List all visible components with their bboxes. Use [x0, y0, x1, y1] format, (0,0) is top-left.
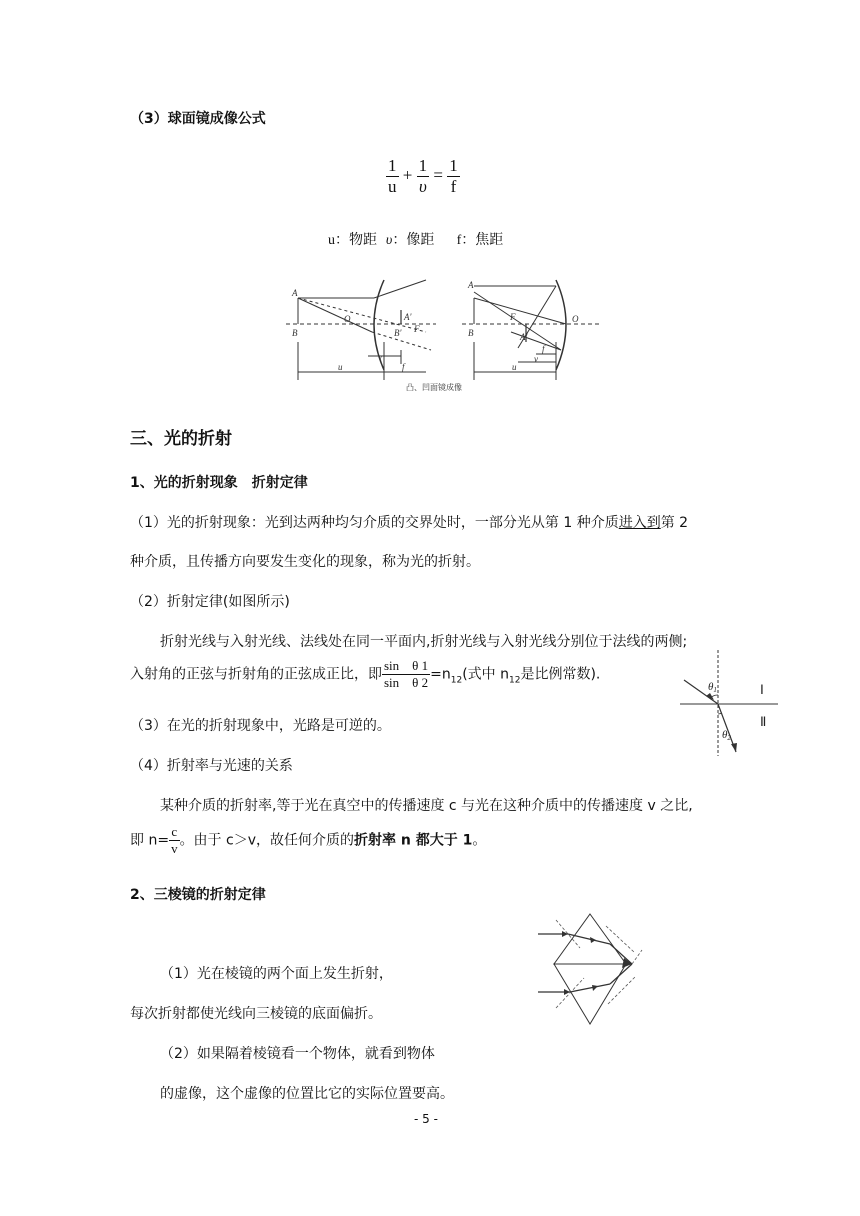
- label-F-right: F: [510, 312, 516, 322]
- frac-1-f: $\frac{1}{f}$: [449, 156, 458, 196]
- ray-left-1r: [374, 280, 426, 298]
- section-title: 三、光的折射: [130, 429, 232, 449]
- ray-left-2: [298, 298, 372, 332]
- prism-text-2: （2）如果隔着棱镜看一个物体，就看到物体: [160, 1046, 435, 1062]
- subsection-1-heading: 1、光的折射现象 折射定律: [130, 475, 308, 491]
- label-B-right: B: [468, 328, 474, 338]
- svg-text:θ2: θ2: [722, 729, 731, 742]
- page-number: - 5 -: [414, 1112, 438, 1126]
- frac-1-u: $\frac{1}{u}$: [388, 156, 397, 196]
- label-Ap-left: A': [404, 312, 412, 322]
- prism-figure: [536, 912, 644, 1028]
- label-O-right: O: [572, 314, 579, 324]
- frac-1-v: $\frac{1}{\upsilon}$: [418, 156, 428, 196]
- paragraph-3: （3）在光的折射现象中，光路是可逆的。: [130, 718, 391, 734]
- label-f-right: f: [542, 344, 545, 354]
- label-u-left: u: [338, 362, 343, 372]
- prism-text-1b: 每次折射都使光线向三棱镜的底面偏折。: [130, 1006, 382, 1022]
- paragraph-1-line-2: 种介质，且传播方向要发生变化的现象，称为光的折射。: [130, 554, 480, 570]
- paragraph-2-heading: （2）折射定律(如图所示): [130, 594, 290, 610]
- medium-2-label: Ⅱ: [760, 714, 767, 729]
- label-v-right: v: [534, 354, 538, 364]
- section-3-heading: （3）球面镜成像公式: [130, 111, 266, 127]
- label-F-left: F: [414, 324, 420, 334]
- mirror-caption: 凸、凹面镜成像: [406, 383, 462, 392]
- paragraph-2-body-2: 入射角的正弦与折射角的正弦成正比，即 $\frac{\text{sin θ 1}}{\text{sin θ 2}}$ $=n_{12}$(式中 $n_{12}$是比例常数).: [130, 658, 601, 690]
- mirror-formula: $\frac{1}{u}$ + $\frac{1}{\upsilon}$ = $\frac{1}{f}$: [388, 156, 458, 196]
- paragraph-1-line-1: （1）光的折射现象：光到达两种均匀介质的交界处时，一部分光从第 1 种介质进入到第 2: [130, 515, 689, 531]
- label-B-left: B: [292, 328, 298, 338]
- concave-mirror-arc: [556, 280, 566, 370]
- svg-text:θ1: θ1: [708, 681, 717, 694]
- paragraph-2-body-1: 折射光线与入射光线、法线处在同一平面内,折射光线与入射光线分别位于法线的两侧;: [160, 634, 688, 650]
- label-Ap-right: A': [520, 332, 528, 342]
- label-Bp-left: B': [394, 328, 402, 338]
- mirror-imaging-figure: [256, 262, 612, 392]
- sin-ratio: $\frac{\text{sin θ 1}}{\text{sin θ 2}}$: [384, 658, 429, 690]
- label-u-right: u: [512, 362, 517, 372]
- c-over-v: $\frac{c}{v}$: [171, 824, 178, 856]
- formula-legend: u：物距 υ：像距 f：焦距: [328, 232, 504, 248]
- label-O-left: O: [344, 314, 351, 324]
- paragraph-4-heading: （4）折射率与光速的关系: [130, 758, 293, 774]
- label-v-left: v: [378, 352, 382, 362]
- label-A-left: A: [292, 288, 298, 298]
- subsection-2-heading: 2、三棱镜的折射定律: [130, 887, 266, 903]
- label-A-right: A: [468, 280, 474, 290]
- prism-text-1: （1）光在棱镜的两个面上发生折射，: [160, 966, 393, 982]
- prism-text-2b: 的虚像，这个虚像的位置比它的实际位置要高。: [160, 1086, 454, 1102]
- paragraph-4-body-2: 即 n= $\frac{c}{v}$ 。由于 c＞v，故任何介质的折射率 n 都大于 1。: [130, 824, 487, 856]
- label-f-left: f: [402, 362, 405, 372]
- refraction-figure: [676, 648, 786, 760]
- medium-1-label: Ⅰ: [760, 682, 764, 697]
- paragraph-4-body-1: 某种介质的折射率,等于光在真空中的传播速度 c 与光在这种介质中的传播速度 v 之比,: [160, 798, 693, 814]
